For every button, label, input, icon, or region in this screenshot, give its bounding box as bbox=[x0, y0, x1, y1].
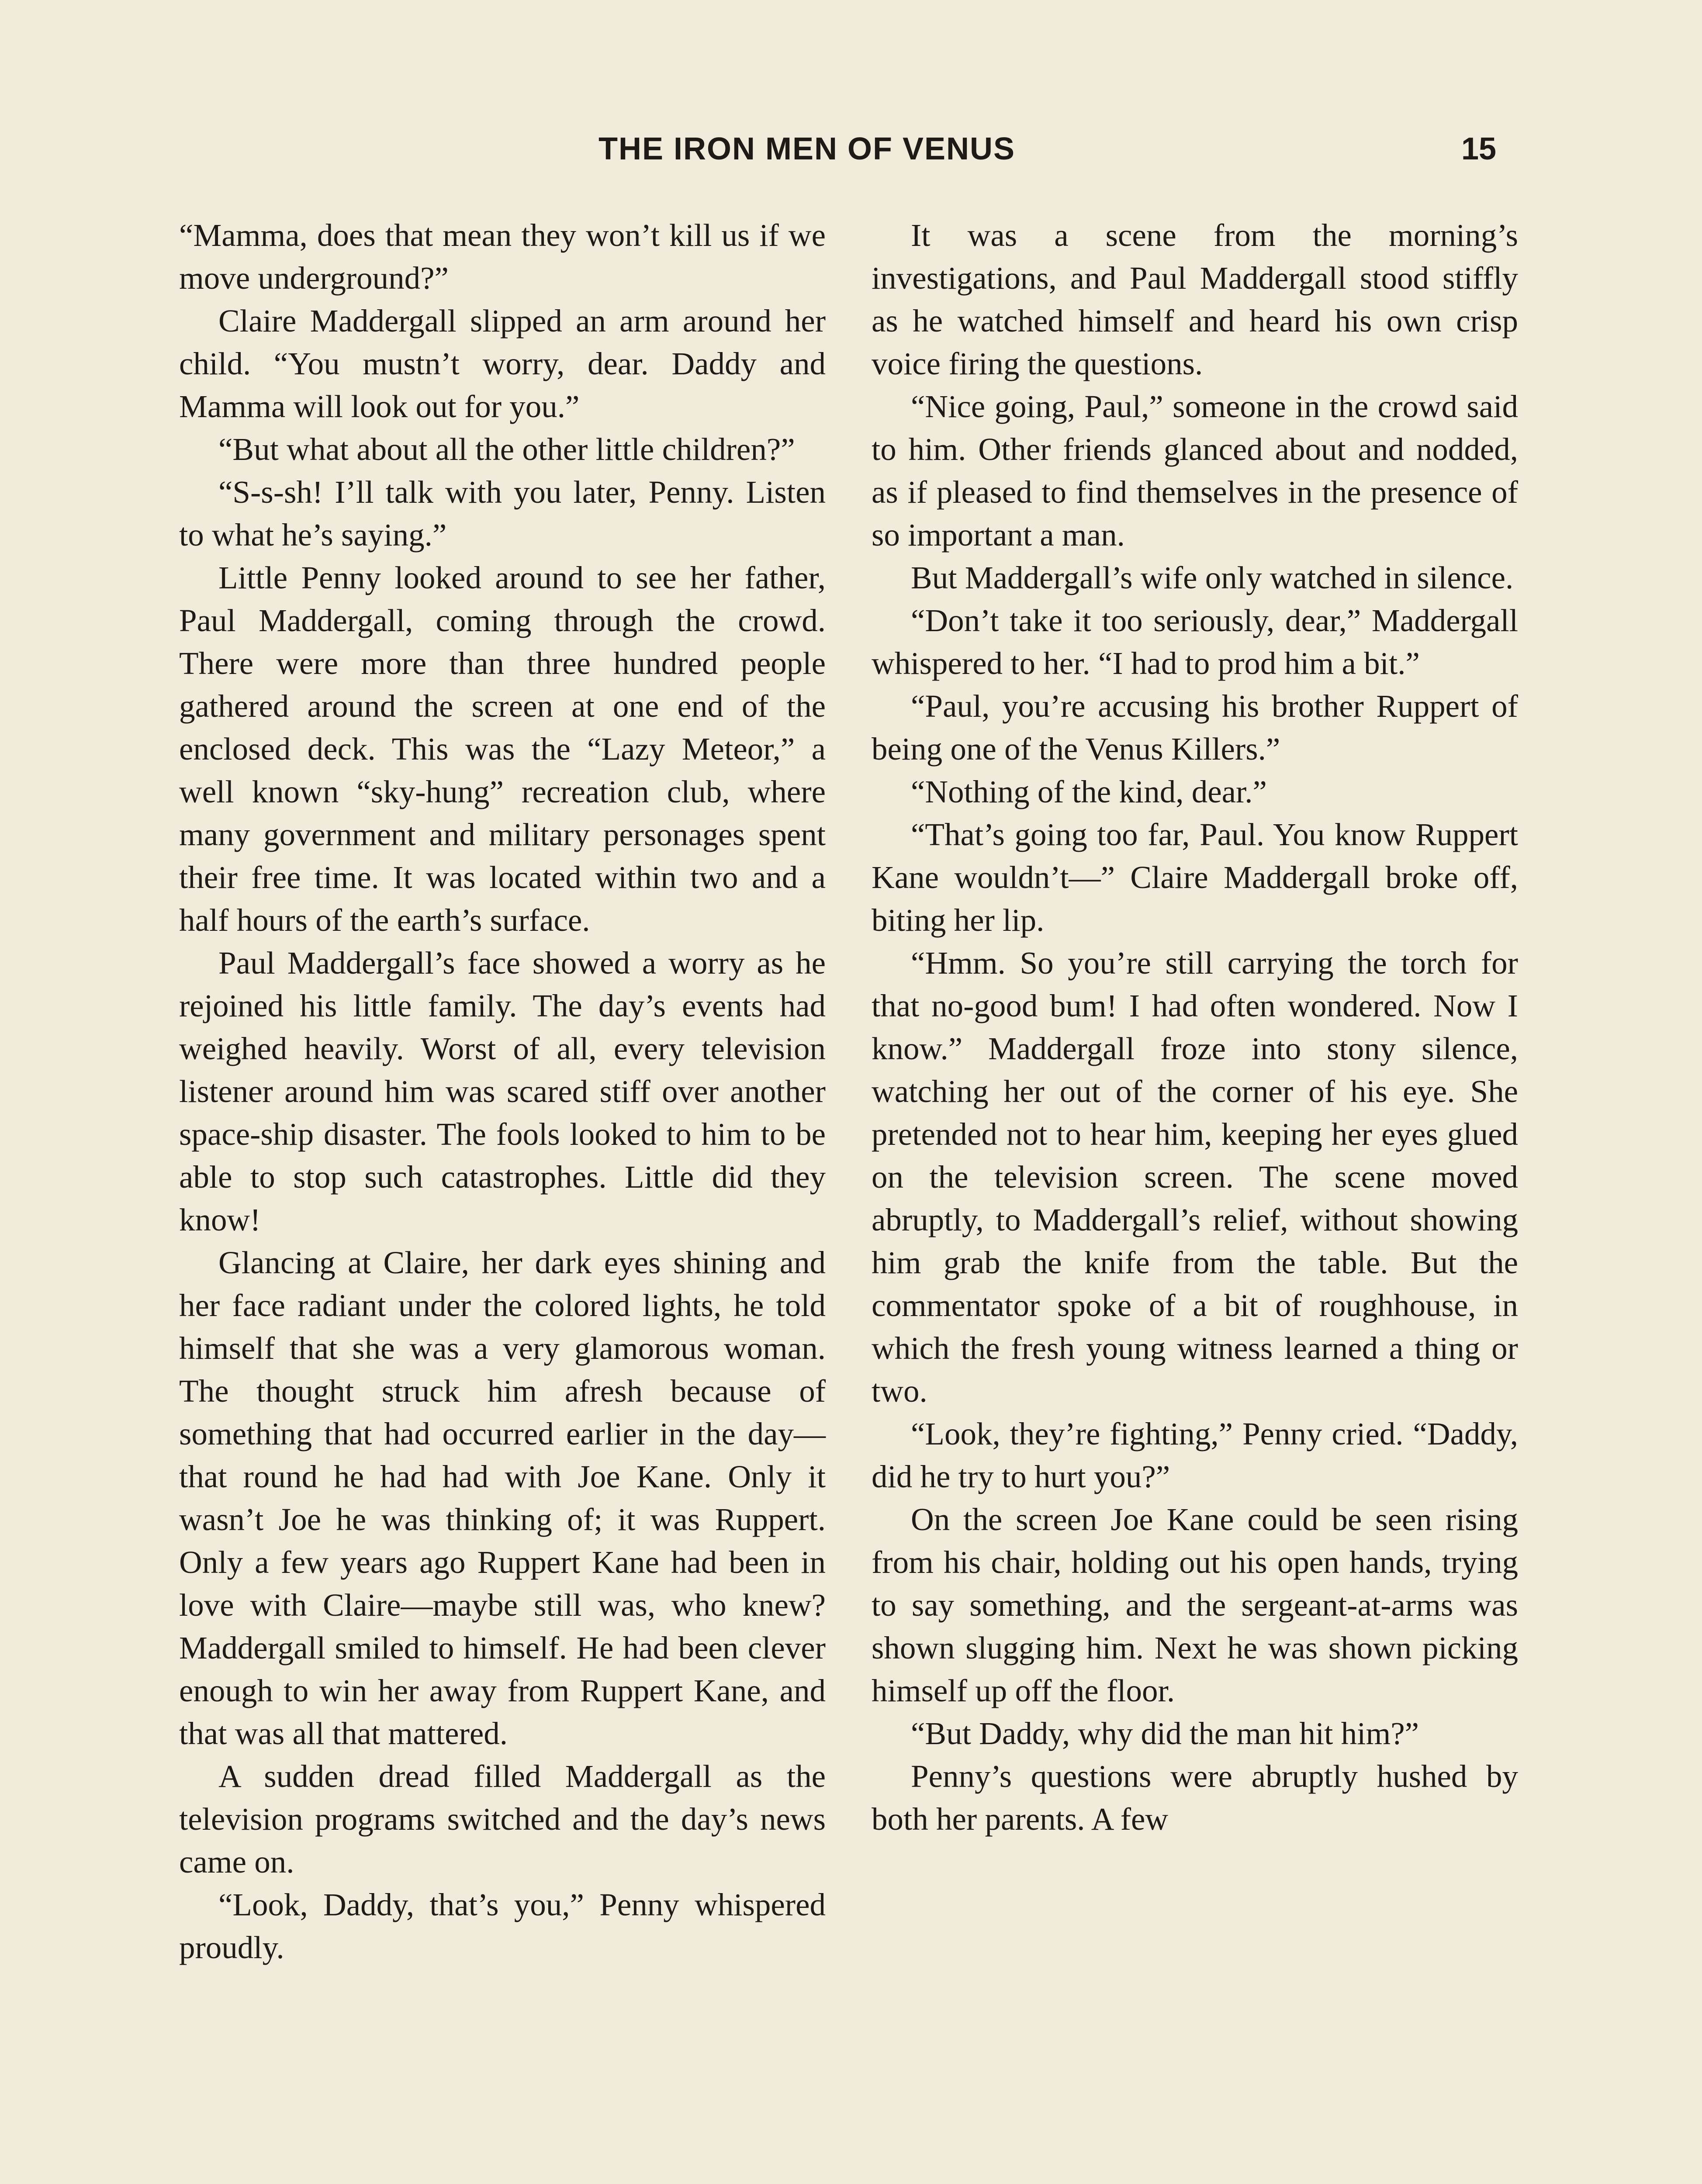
paragraph: “S-s-sh! I’ll talk with you later, Penny. Listen to what he’s saying.” bbox=[179, 474, 826, 553]
paragraph: “Look, Daddy, that’s you,” Penny whispered proudly. bbox=[179, 1887, 826, 1965]
paragraph: It was a scene from the morning’s investigations, and Paul Maddergall stood stiffly as he watched himself and heard his own crisp voice firing the questions. bbox=[872, 218, 1518, 381]
paragraph: On the screen Joe Kane could be seen rising from his chair, holding out his open hands, trying to say something, and the sergeant-at-arms was shown slugging him. Next he was shown picking himself up off the floor. bbox=[872, 1502, 1518, 1708]
page-number: 15 bbox=[1461, 131, 1497, 166]
paragraph: Little Penny looked around to see her father, Paul Maddergall, coming through the crowd. There were more than three hundred people gathered around the screen at one end of the enclosed deck. This was the “Lazy Meteor,” a well known “sky-hung” recreation club, where many government and military personages spent their free time. It was located within two and a half hours of the earth’s surface. bbox=[179, 560, 826, 938]
paragraph: Claire Maddergall slipped an arm around her child. “You mustn’t worry, dear. Daddy and Mamma will look out for you.” bbox=[179, 303, 826, 424]
paragraph: “Paul, you’re accusing his brother Ruppert of being one of the Venus Killers.” bbox=[872, 688, 1518, 767]
paragraph: A sudden dread filled Maddergall as the television programs switched and the day’s news came on. bbox=[179, 1759, 826, 1880]
paragraph: “Hmm. So you’re still carrying the torch for that no-good bum! I had often wondered. Now I know.” Maddergall froze into stony silence, watching her out of the corner of his eye. She pretended not to hear him, keeping her eyes glued on the television screen. The scene moved abruptly, to Maddergall’s relief, without showing him grab the knife from the table. But the commentator spoke of a bit of roughhouse, in which the fresh young witness learned a thing or two. bbox=[872, 945, 1518, 1409]
paragraph: “But Daddy, why did the man hit him?” bbox=[911, 1716, 1419, 1751]
paragraph: “Nice going, Paul,” someone in the crowd said to him. Other friends glanced about and nodded, as if pleased to find themselves in the presence of so important a man. bbox=[872, 389, 1518, 553]
running-head-title: THE IRON MEN OF VENUS bbox=[598, 131, 1016, 166]
left-text-column bbox=[179, 214, 826, 1969]
paragraph: “Look, they’re fighting,” Penny cried. “Daddy, did he try to hurt you?” bbox=[872, 1416, 1518, 1494]
paragraph: But Maddergall’s wife only watched in silence. bbox=[911, 560, 1514, 595]
paragraph: Paul Maddergall’s face showed a worry as he rejoined his little family. The day’s events had weighed heavily. Worst of all, every television listener around him was scared stiff over another space-ship disaster. The fools looked to him to be able to stop such catastrophes. Little did they know! bbox=[179, 945, 826, 1237]
paragraph: “Mamma, does that mean they won’t kill us if we move underground?” bbox=[179, 218, 826, 296]
paragraph: Penny’s questions were abruptly hushed by both her parents. A few bbox=[872, 1759, 1518, 1837]
paragraph: Glancing at Claire, her dark eyes shining and her face radiant under the colored lights, he told himself that she was a very glamorous woman. The thought struck him afresh because of something that had occurred earlier in the day—that round he had had with Joe Kane. Only it wasn’t Joe he was thinking of; it was Ruppert. Only a few years ago Ruppert Kane had been in love with Claire—maybe still was, who knew? Maddergall smiled to himself. He had been clever enough to win her away from Ruppert Kane, and that was all that mattered. bbox=[179, 1245, 826, 1751]
paragraph: “That’s going too far, Paul. You know Ruppert Kane wouldn’t—” Claire Maddergall broke off, biting her lip. bbox=[872, 817, 1518, 938]
right-text-column bbox=[872, 214, 1518, 1841]
paragraph: “Don’t take it too seriously, dear,” Maddergall whispered to her. “I had to prod him a bit.” bbox=[872, 603, 1518, 681]
paragraph: “Nothing of the kind, dear.” bbox=[911, 774, 1267, 809]
paragraph: “But what about all the other little children?” bbox=[218, 432, 795, 467]
